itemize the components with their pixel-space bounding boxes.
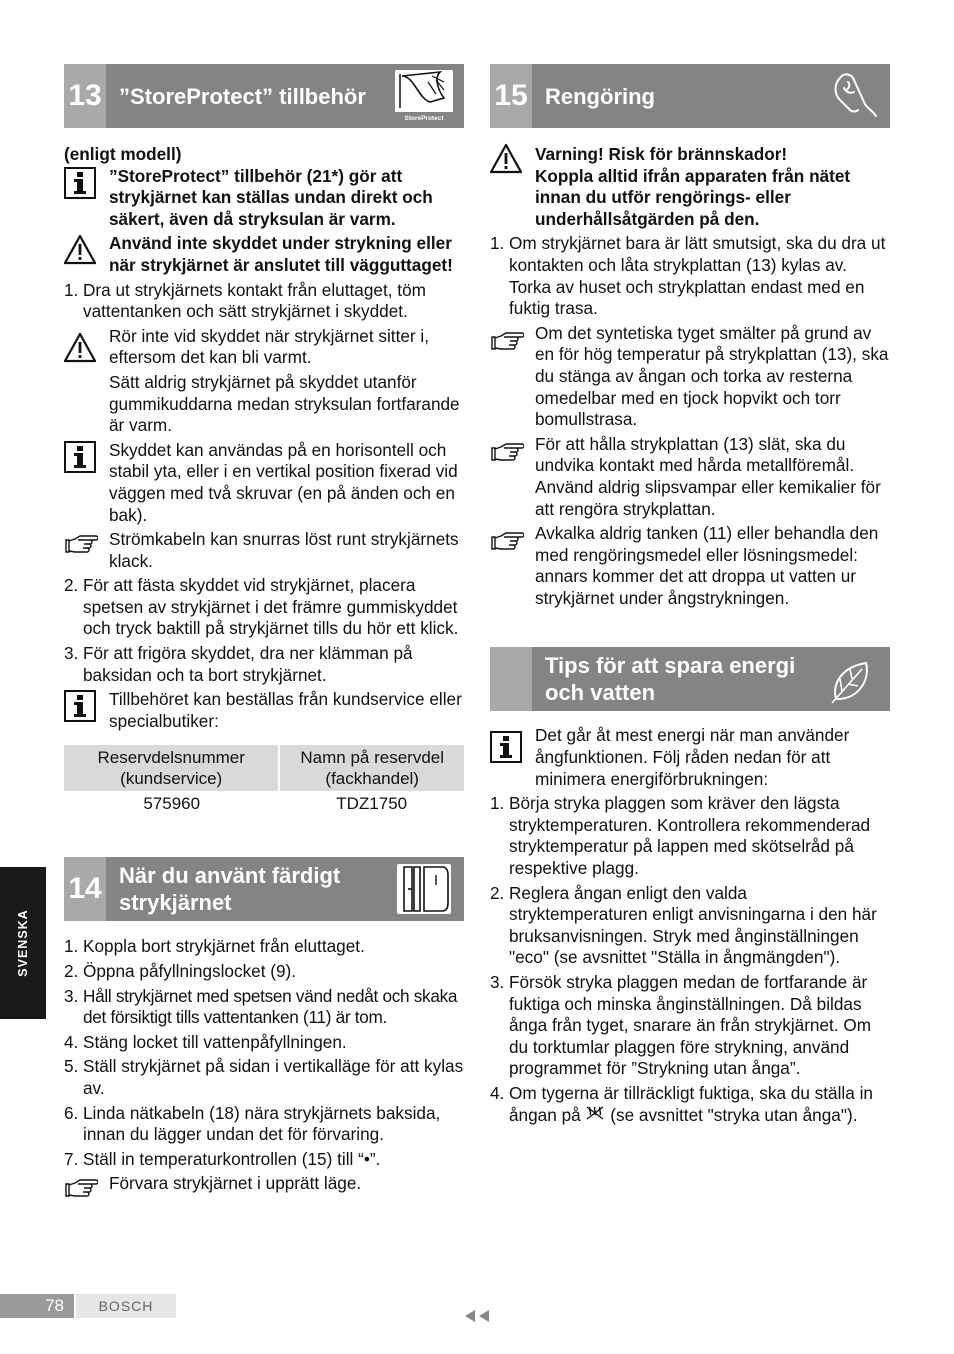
upright-iron-icon xyxy=(392,861,456,917)
step-item xyxy=(64,1056,464,1099)
info-note xyxy=(64,166,464,231)
warning-icon xyxy=(64,332,96,364)
info-text: Tillbehöret kan beställas från kundservice eller specialbutiker: xyxy=(109,689,462,731)
step-text-part: Om tygerna är tillräckligt fuktiga, ska du ställa in ångan på xyxy=(509,1082,873,1125)
table-header-cell: Namn på reservdel (fackhandel) xyxy=(279,745,464,791)
info-icon xyxy=(490,731,522,763)
info-note xyxy=(64,689,464,732)
warning-text: Koppla alltid ifrån apparaten från nätet innan du utför rengörings- eller underhållsåtgärden på den. xyxy=(535,165,851,229)
info-icon xyxy=(64,167,96,199)
table-row xyxy=(64,791,464,816)
tip-note xyxy=(490,323,890,431)
section-14-number: 14 xyxy=(64,857,106,921)
tip-note xyxy=(490,434,890,520)
tips-section-number-block xyxy=(490,647,532,711)
section-13-number: 13 xyxy=(64,64,106,128)
info-icon xyxy=(64,690,96,722)
step-number: 6. xyxy=(64,1102,79,1123)
spare-parts-table xyxy=(64,745,464,816)
step-number: 5. xyxy=(64,1056,79,1077)
step-text: Stäng locket till vattenpåfyllningen. xyxy=(83,1031,347,1052)
step-item xyxy=(490,233,890,319)
no-steam-icon xyxy=(585,1105,605,1123)
step-text: Linda nätkabeln (18) nära strykjärnets baksida, innan du lägger undan det för förvaring. xyxy=(83,1102,441,1145)
step-text: Ställ strykjärnet på sidan i vertikalläge för att kylas av. xyxy=(83,1056,464,1098)
info-text: Skyddet kan användas på en horisontell och stabil yta, eller i en vertikal position fixerad vid väggen med två skruvar (en på änden och en bak). xyxy=(109,439,458,525)
table-cell: 575960 xyxy=(143,794,201,814)
section-15-number: 15 xyxy=(490,64,532,128)
tip-text: Avkalka aldrig tanken (11) eller behandla den med rengöringsmedel eller lösningsmedel: annars kommer det att droppa ut vatten ur strykjärnet under ångstrykningen. xyxy=(535,523,879,608)
storeprotect-icon-label: StoreProtect xyxy=(404,115,444,122)
warning-icon xyxy=(64,234,96,266)
warning-note xyxy=(64,326,464,437)
pointing-hand-icon xyxy=(64,1174,98,1202)
tip-text: För att hålla strykplattan (13) slät, ska du undvika kontakt med hårda metallföremål. Använd aldrig slipsvampar eller kemikalier för att rengöra strykplattan. xyxy=(535,433,881,519)
leaf-icon xyxy=(818,651,882,707)
step-number: 1. xyxy=(490,233,505,254)
pointing-hand-icon xyxy=(64,530,98,558)
right-column xyxy=(490,64,890,1126)
section-15-header xyxy=(490,64,890,128)
storeprotect-icon xyxy=(392,68,456,124)
table-header-cell: Reservdelsnummer (kundservice) xyxy=(64,745,279,791)
step-item xyxy=(64,986,464,1029)
step-number: 2. xyxy=(64,575,79,596)
info-text: ”StoreProtect” tillbehör (21*) gör att strykjärnet kan ställas undan direkt och säkert, även då stryksulan är varm. xyxy=(109,165,433,229)
step-text: Öppna påfyllningslocket (9). xyxy=(83,961,297,982)
step-item xyxy=(64,575,464,640)
section-14-header xyxy=(64,857,464,921)
step-item xyxy=(64,1103,464,1146)
warning-text: Rör inte vid skyddet när strykjärnet sitter i, eftersom det kan bli varmt. xyxy=(109,325,429,368)
step-number: 4. xyxy=(490,1082,505,1103)
warning-text: Sätt aldrig strykjärnet på skyddet utanför gummikuddarna medan stryksulan fortfarande är varm. xyxy=(109,371,460,436)
step-item xyxy=(64,1032,464,1054)
step-number: 2. xyxy=(490,882,505,903)
step-item xyxy=(64,936,464,958)
step-text: Ställ in temperaturkontrollen (15) till “•”. xyxy=(83,1148,381,1169)
step-item xyxy=(490,972,890,1080)
warning-note xyxy=(490,144,890,230)
tip-text: Strömkabeln kan snurras löst runt strykjärnets klack. xyxy=(109,529,459,571)
step-text: Dra ut strykjärnets kontakt från eluttaget, töm vattentanken och sätt strykjärnet i skyddet. xyxy=(83,279,426,322)
left-column xyxy=(64,64,464,1195)
step-text-part: (se avsnittet "stryka utan ånga"). xyxy=(610,1104,858,1125)
step-text: Om strykjärnet bara är lätt smutsigt, ska du dra ut kontakten och låta strykplattan (13) kylas av. Torka av huset och strykplattan endast med en fuktig trasa. xyxy=(509,233,886,319)
info-text: Det går åt mest energi när man använder ångfunktionen. Följ råden nedan för att minimera energiförbrukningen: xyxy=(535,725,850,789)
step-text: Reglera ångan enligt den valda stryktemperaturen enligt anvisningarna i den här bruksanvisningen. Stryk med ånginställningen "eco" (se avsnittet "Ställa in ångmängden"). xyxy=(509,882,877,968)
step-number: 7. xyxy=(64,1148,79,1169)
table-cell: TDZ1750 xyxy=(336,794,408,814)
page-footer xyxy=(0,1294,176,1318)
info-icon xyxy=(64,441,96,473)
section-14-title: När du använt färdigt strykjärnet xyxy=(119,863,341,916)
step-text: Börja stryka plaggen som kräver den lägsta stryktemperaturen. Kontrollera rekommenderad stryktemperatur på lappen med skötselråd på respektive plagg. xyxy=(509,793,871,879)
step-item xyxy=(490,883,890,969)
warning-text: Använd inte skyddet under strykning eller när strykjärnet är anslutet till vägguttaget! xyxy=(109,233,453,275)
tips-section-title: Tips för att spara energi och vatten xyxy=(545,653,796,706)
step-number: 3. xyxy=(64,643,79,664)
section-13-title: ”StoreProtect” tillbehör xyxy=(119,83,366,109)
step-item xyxy=(490,793,890,879)
step-number: 1. xyxy=(490,793,505,814)
tip-note xyxy=(64,529,464,572)
section-13-header xyxy=(64,64,464,128)
language-side-tab xyxy=(0,867,46,1019)
warning-title: Varning! Risk för brännskador! xyxy=(535,144,788,164)
model-note: (enligt modell) xyxy=(64,144,182,164)
step-text: Koppla bort strykjärnet från eluttaget. xyxy=(83,936,365,957)
step-text: För att fästa skyddet vid strykjärnet, placera spetsen av strykjärnet i det främre gummiskyddet och tryck baktill på strykjärnet tills du hör ett klick. xyxy=(83,575,459,639)
step-text: Försök stryka plaggen medan de fortfarande är fuktiga och minska ånginställningen. Då bildas ånga från tyget, snarare än från strykjärnet. Om du torktumlar plaggen före strykning, använd programmet för ”Strykning utan ånga”. xyxy=(509,972,872,1079)
step-item xyxy=(64,961,464,983)
step-item xyxy=(64,1149,464,1171)
step-number: 2. xyxy=(64,961,79,982)
step-item xyxy=(490,1083,890,1126)
tip-note xyxy=(490,523,890,609)
info-note xyxy=(490,725,890,790)
language-label: SVENSKA xyxy=(16,909,30,977)
step-number: 1. xyxy=(64,279,79,300)
pointing-hand-icon xyxy=(490,438,524,466)
step-text xyxy=(509,1083,890,1126)
brand-label: BOSCH xyxy=(76,1294,176,1318)
step-text: Håll strykjärnet med spetsen vänd nedåt och skaka det försiktigt tills vattentanken (11) är tom. xyxy=(83,985,458,1028)
tip-text: Förvara strykjärnet i upprätt läge. xyxy=(109,1173,362,1194)
tip-text: Om det syntetiska tyget smälter på grund av en för hög temperatur på strykplattan (13), ska du stänga av ångan och torka av resterna omedelbar med en tjock hopvikt och torr bomullstrasa. xyxy=(535,322,889,430)
cleaning-hand-icon xyxy=(818,68,882,124)
pointing-hand-icon xyxy=(490,527,524,555)
step-number: 1. xyxy=(64,936,79,957)
step-number: 3. xyxy=(64,985,79,1006)
table-header-row xyxy=(64,745,464,791)
info-note xyxy=(64,440,464,526)
step-item xyxy=(64,280,464,323)
step-text: För att frigöra skyddet, dra ner klämman på baksidan och ta bort strykjärnet. xyxy=(83,643,413,685)
warning-icon xyxy=(490,143,522,175)
back-arrows-icon[interactable] xyxy=(462,1309,492,1323)
pointing-hand-icon xyxy=(490,327,524,355)
warning-note xyxy=(64,233,464,276)
tip-note xyxy=(64,1173,464,1195)
step-number: 4. xyxy=(64,1031,79,1052)
page-number: 78 xyxy=(0,1294,74,1318)
step-item xyxy=(64,643,464,686)
section-15-title: Rengöring xyxy=(545,83,655,109)
tips-section-header xyxy=(490,647,890,711)
step-number: 3. xyxy=(490,972,505,992)
